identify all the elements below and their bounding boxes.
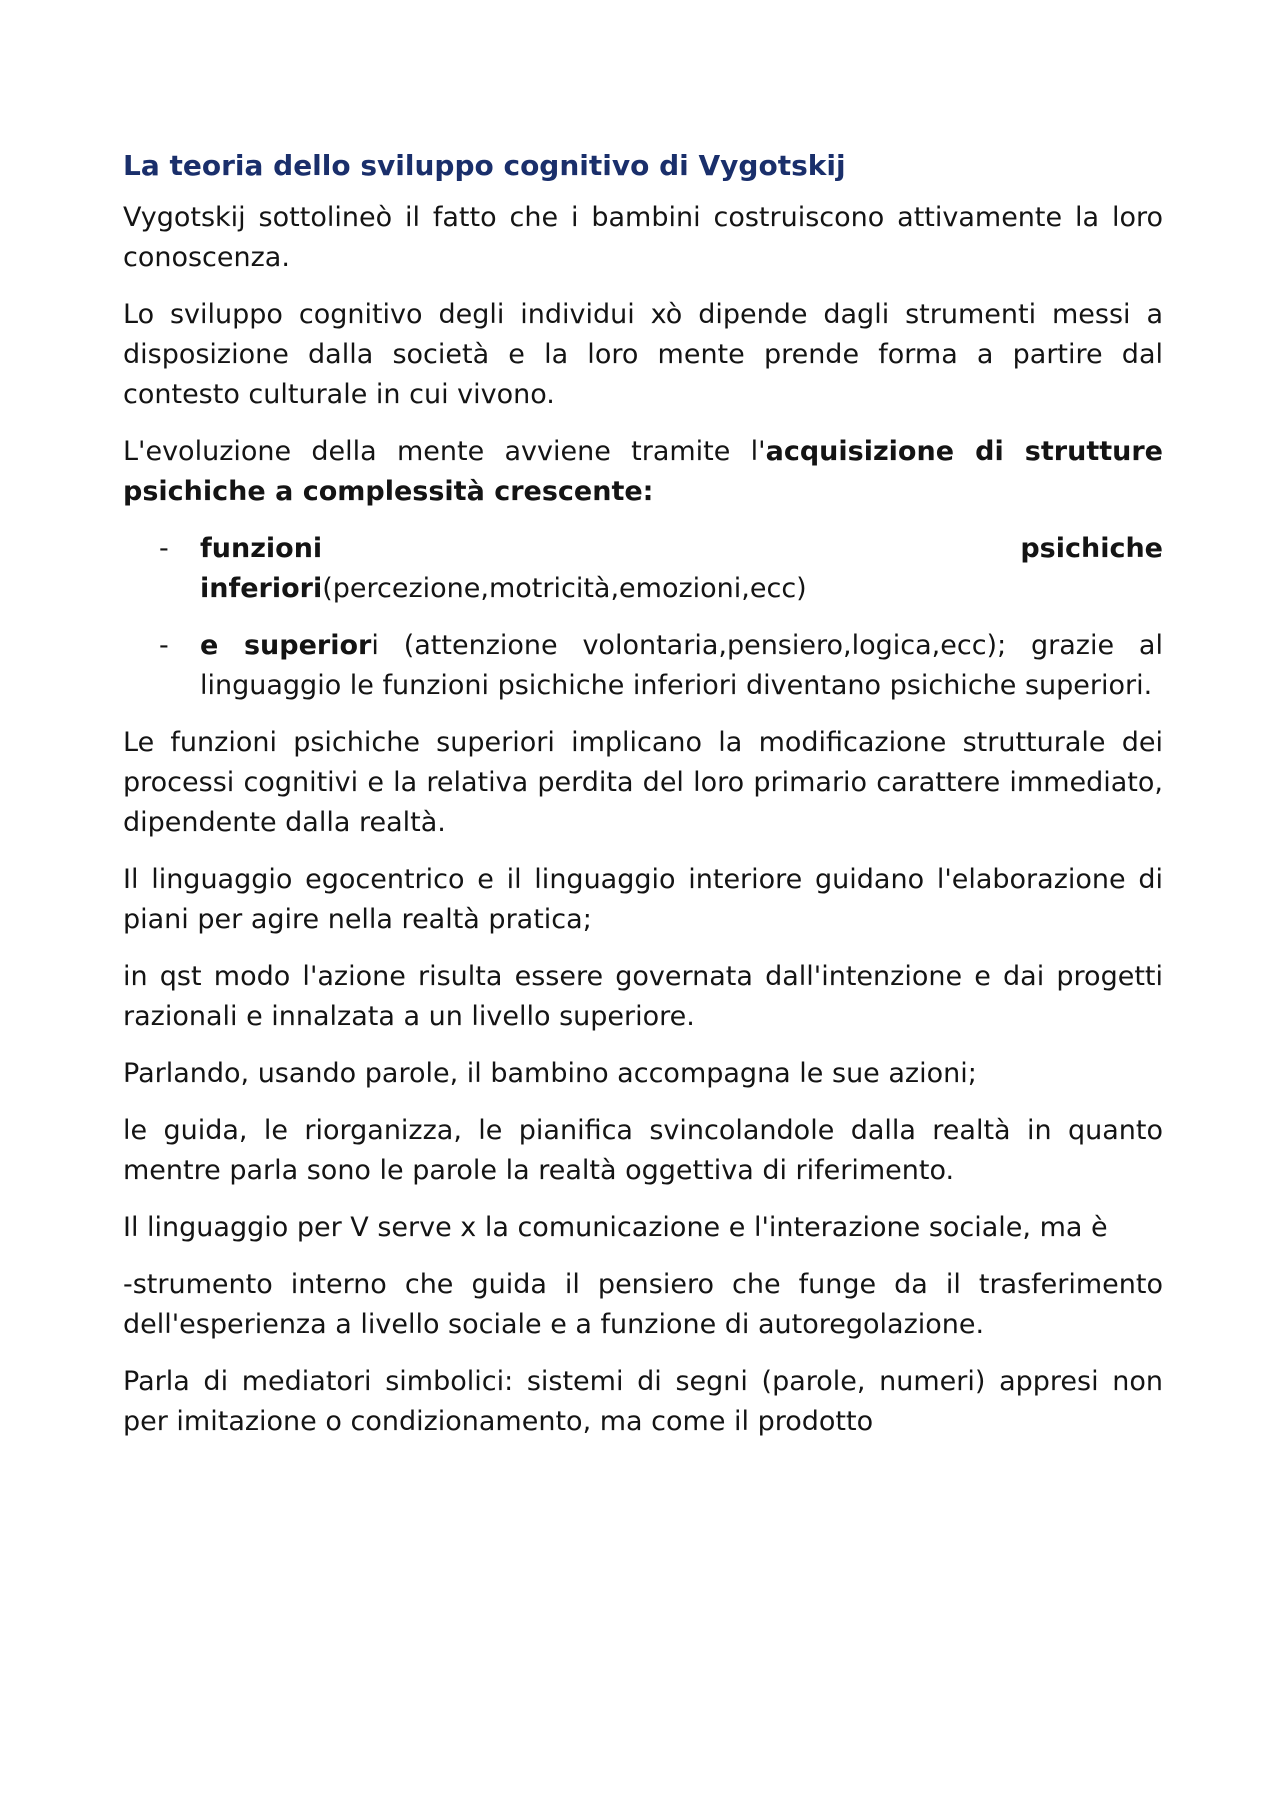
paragraph-7: Parlando, usando parole, il bambino accompagna le sue azioni; [123,1058,977,1089]
paragraph-3 [123,432,1163,512]
bullet-dash: - [159,533,169,564]
paragraph-5: Il linguaggio egocentrico e il linguaggio interiore guidano l'elaborazione di piani per agire nella realtà pratica; [123,864,1163,935]
paragraph-8: le guida, le riorganizza, le pianifica svincolandole dalla realtà in quanto mentre parla sono le parole la realtà oggettiva di riferimento. [123,1115,1163,1186]
paragraph-3-text: L'evoluzione della mente avviene tramite l' [123,436,766,467]
bullet-dash: - [159,630,169,661]
list-item-inferior-bold-a: funzioni psichiche [200,533,1163,564]
list-item-inferior-bold-b: inferiori [200,573,323,604]
list-item-superior [123,626,1163,706]
document-title: La teoria dello sviluppo cognitivo di Vygotskij [123,149,846,182]
list-item-superior-bold: e superior [200,630,372,661]
list-item-superior-text: i (attenzione volontaria,pensiero,logica,ecc); grazie al linguaggio le funzioni psichiche inferiori diventano psichiche superiori. [200,630,1163,701]
paragraph-2: Lo sviluppo cognitivo degli individui xò dipende dagli strumenti messi a disposizione dalla società e la loro mente prende forma a partire dal contesto culturale in cui vivono. [123,299,1163,410]
paragraph-9: Il linguaggio per V serve x la comunicazione e l'interazione sociale, ma è [123,1212,1108,1243]
paragraph-4: Le funzioni psichiche superiori implicano la modificazione strutturale dei processi cognitivi e la relativa perdita del loro primario carattere immediato, dipendente dalla realtà. [123,727,1163,838]
paragraph-3-bold: acquisizione di strutture psichiche a complessità crescente: [123,436,1163,507]
paragraph-1: Vygotskij sottolineò il fatto che i bambini costruiscono attivamente la loro conoscenza. [123,202,1163,273]
paragraph-10: -strumento interno che guida il pensiero che funge da il trasferimento dell'esperienza a livello sociale e a funzione di autoregolazione. [123,1269,1163,1340]
list-item-inferior [123,529,1163,609]
paragraph-6: in qst modo l'azione risulta essere governata dall'intenzione e dai progetti razionali e innalzata a un livello superiore. [123,961,1163,1032]
document-page [123,146,1163,1459]
list-item-inferior-text: (percezione,motricità,emozioni,ecc) [322,573,807,604]
functions-list [123,529,1163,706]
paragraph-11: Parla di mediatori simbolici: sistemi di segni (parole, numeri) appresi non per imitazione o condizionamento, ma come il prodotto [123,1366,1163,1437]
